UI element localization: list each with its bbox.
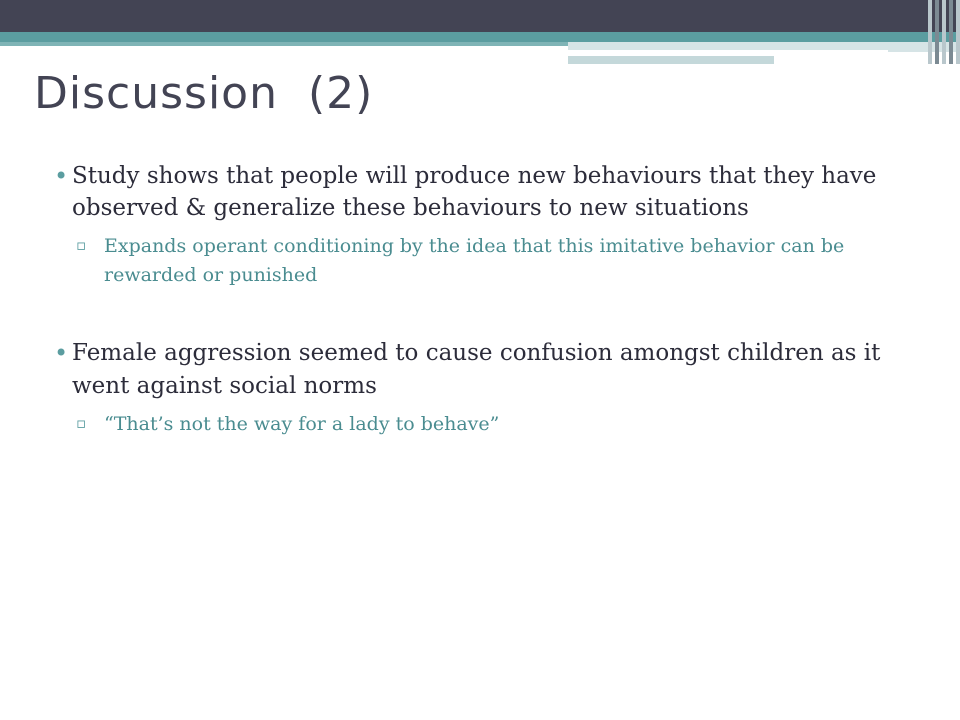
bullet-text: Study shows that people will produce new behaviours that they have observed & generalize these behaviours to new situations	[72, 163, 877, 222]
header-stripe	[949, 0, 953, 64]
sub-bullet-text: “That’s not the way for a lady to behave”	[104, 412, 500, 435]
sub-bullet-item	[76, 232, 932, 289]
slide-content	[54, 160, 932, 438]
sub-bullet-item	[76, 410, 932, 439]
header-band-line	[568, 50, 888, 53]
spacer	[72, 289, 932, 337]
header-band-light-lower	[568, 56, 774, 64]
header-band-teal	[0, 32, 960, 42]
slide-title: Discussion (2)	[34, 68, 374, 119]
bullet-item	[54, 160, 932, 289]
sub-bullet-text: Expands operant conditioning by the idea that this imitative behavior can be rewarded or punished	[104, 235, 845, 286]
bullet-item	[54, 337, 932, 438]
header-stripe	[928, 0, 932, 64]
sub-bullet-square-icon: ▫	[76, 413, 87, 432]
bullet-dot-icon: •	[54, 339, 69, 368]
header-band-dark	[0, 0, 960, 32]
header-stripe	[935, 0, 939, 64]
bullet-dot-icon: •	[54, 162, 69, 190]
sub-bullet-square-icon: ▫	[76, 236, 87, 255]
header-band-teal-lower	[0, 42, 568, 46]
bullet-text: Female aggression seemed to cause confusion amongst children as it went against social norms	[72, 340, 881, 399]
header-stripe	[956, 0, 960, 64]
header-stripes	[926, 0, 960, 64]
header-stripe	[942, 0, 946, 64]
